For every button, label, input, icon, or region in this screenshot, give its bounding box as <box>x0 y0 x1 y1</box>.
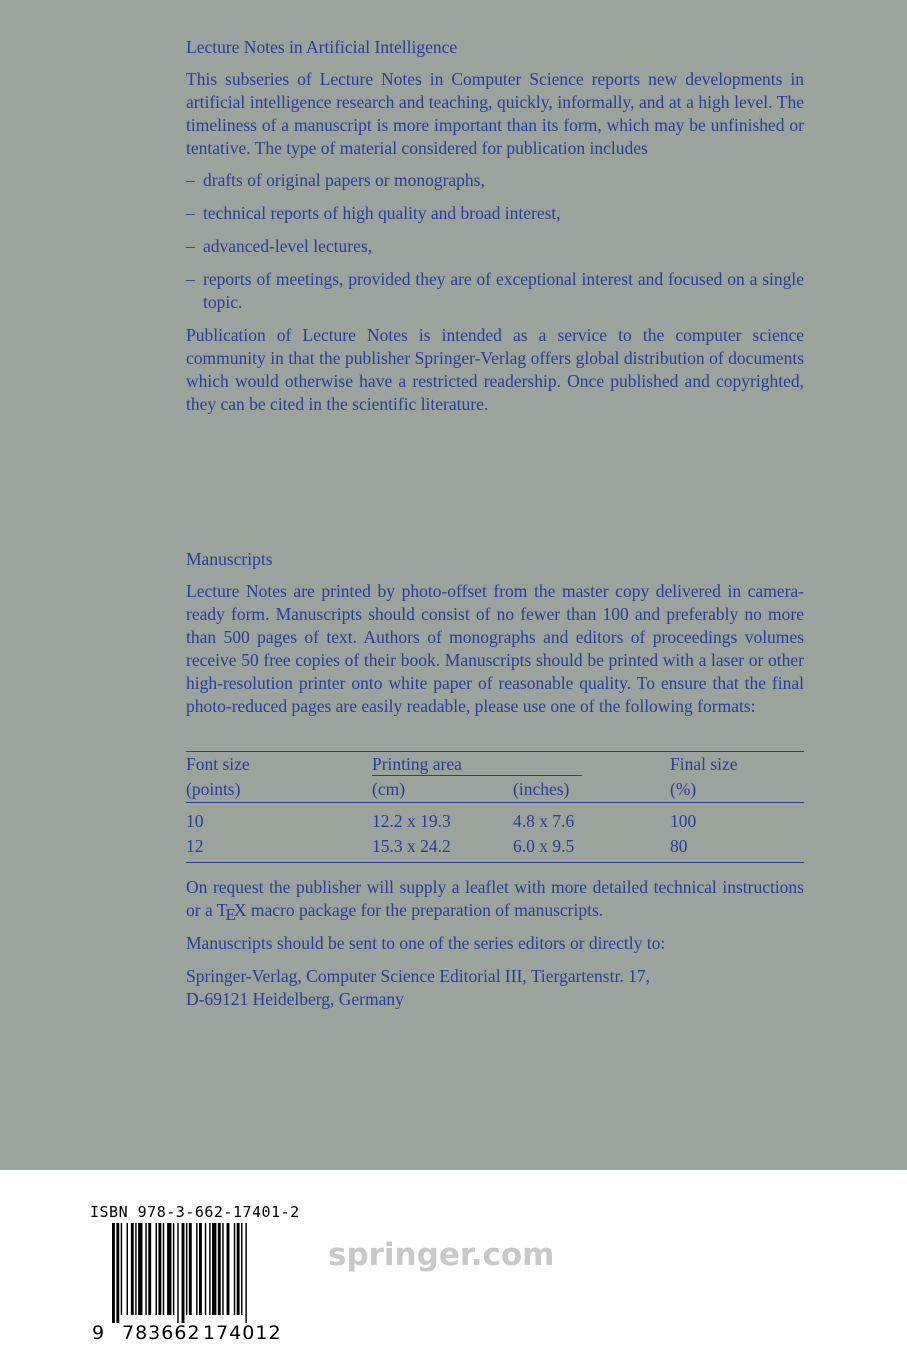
table-cell: 100 <box>670 803 804 835</box>
table-header-cell: (cm) <box>372 779 406 799</box>
barcode-bar <box>167 1223 171 1315</box>
barcode-digits-left: 783662 <box>122 1322 201 1344</box>
manuscripts-body: Lecture Notes are printed by photo-offset from the master copy delivered in camera-ready form. Manuscripts should consist of no fewer than 100 and preferably no more than 500 pages of text. Authors of monographs and editors of proceedings volumes receive 50 free copies of their book. Manuscripts should be printed with a laser or other high-resolution printer onto white paper of reasonable quality. To ensure that the final photo-reduced pages are easily readable, please use one of the following formats: <box>186 581 804 716</box>
list-item <box>186 235 804 258</box>
list-item <box>186 169 804 192</box>
barcode-bar <box>245 1223 246 1323</box>
dash-bullet: – <box>186 203 195 223</box>
barcode-bar <box>218 1223 221 1315</box>
isbn-barcode <box>112 1223 288 1323</box>
table-cell: 12 <box>186 834 372 863</box>
barcode-bar <box>237 1223 240 1315</box>
barcode-bar <box>222 1223 223 1315</box>
series-closing: Publication of Lecture Notes is intended as a service to the computer science community in that the publisher Springer-Verlag offers global distribution of documents which would otherwise have a restricted readership. Once published and copyrighted, they can be cited in the scientific literature. <box>186 325 804 414</box>
barcode-bar <box>127 1223 128 1315</box>
barcode-bar <box>116 1223 119 1323</box>
barcode-bar <box>131 1223 134 1315</box>
tex-x: X <box>233 900 247 920</box>
table-cell: 15.3 x 24.2 <box>372 834 513 863</box>
barcode-bar <box>148 1223 151 1315</box>
table-header-cell: Final size <box>670 752 804 778</box>
barcode-bar <box>173 1223 174 1315</box>
barcode-bar <box>234 1223 235 1315</box>
request-text: On request the publisher will supply a leaflet with more detailed technical instructions or a <box>186 877 804 920</box>
request-paragraph <box>186 876 804 922</box>
barcode-bar <box>189 1223 192 1315</box>
tex-e: E <box>225 905 236 924</box>
submission-section <box>186 876 804 1011</box>
barcode-bar <box>182 1223 185 1323</box>
table-row <box>186 803 804 835</box>
manuscripts-section <box>186 548 804 718</box>
barcode-bar <box>209 1223 210 1315</box>
barcode-bar <box>177 1223 178 1323</box>
printing-area-label: Printing area <box>372 753 582 776</box>
barcode-bar <box>199 1223 202 1315</box>
barcode-bar <box>138 1223 142 1315</box>
barcode-digit-first: 9 <box>92 1322 105 1344</box>
table-header-cell: Font size <box>186 752 372 778</box>
springer-website: springer.com <box>328 1237 555 1273</box>
barcode-bar <box>227 1223 230 1315</box>
dash-bullet: – <box>186 236 195 256</box>
table-cell: 10 <box>186 803 372 835</box>
table-cell: 6.0 x 9.5 <box>513 834 670 863</box>
table-subheader-row <box>186 777 804 803</box>
barcode-bar <box>241 1223 242 1315</box>
list-item <box>186 268 804 314</box>
table-header-row <box>186 752 804 778</box>
table-cell: 12.2 x 19.3 <box>372 803 513 835</box>
series-section <box>186 36 804 416</box>
barcode-bar <box>135 1223 136 1315</box>
table-cell: 80 <box>670 834 804 863</box>
list-item-text: drafts of original papers or monographs, <box>203 170 485 190</box>
manuscripts-heading: Manuscripts <box>186 549 273 569</box>
table-row <box>186 834 804 863</box>
tex-logo <box>216 900 247 924</box>
isbn-label: ISBN 978-3-662-17401-2 <box>90 1203 300 1221</box>
tex-t: T <box>216 900 228 920</box>
barcode-bar <box>156 1223 157 1315</box>
series-heading: Lecture Notes in Artificial Intelligence <box>186 37 458 57</box>
barcode-bar <box>205 1223 206 1315</box>
list-item-text: advanced-level lectures, <box>203 236 373 256</box>
barcode-digits-right: 174012 <box>203 1322 282 1344</box>
table-header-cell: (inches) <box>513 779 570 799</box>
list-item-text: technical reports of high quality and broad interest, <box>203 203 561 223</box>
address-line-1: Springer-Verlag, Computer Science Editorial III, Tiergartenstr. 17, <box>186 966 650 986</box>
table-header-cell: (%) <box>670 779 697 799</box>
barcode-bar <box>163 1223 164 1315</box>
barcode-bar <box>196 1223 197 1315</box>
barcode-bar <box>121 1223 122 1315</box>
barcode-bar <box>158 1223 161 1315</box>
formats-table <box>186 751 804 863</box>
address-line-2: D-69121 Heidelberg, Germany <box>186 989 404 1009</box>
request-text-end: macro package for the preparation of manuscripts. <box>246 900 604 920</box>
barcode-bar <box>212 1223 216 1315</box>
list-item-text: reports of meetings, provided they are of exceptional interest and focused on a single topic. <box>203 269 804 312</box>
barcode-bar <box>112 1223 115 1323</box>
list-item <box>186 202 804 225</box>
barcode-bar <box>145 1223 146 1315</box>
table-header-cell: (points) <box>186 779 241 799</box>
send-to-text: Manuscripts should be sent to one of the series editors or directly to: <box>186 933 666 953</box>
barcode-bar <box>186 1223 187 1315</box>
table-header-cell <box>372 752 670 778</box>
dash-bullet: – <box>186 269 195 289</box>
table-cell: 4.8 x 7.6 <box>513 803 670 835</box>
series-intro: This subseries of Lecture Notes in Computer Science reports new developments in artificial intelligence research and teaching, quickly, informally, and at a high level. The timeliness of a manuscript is more important than its form, which may be unfinished or tentative. The type of material considered for publication includes <box>186 69 804 158</box>
dash-bullet: – <box>186 170 195 190</box>
